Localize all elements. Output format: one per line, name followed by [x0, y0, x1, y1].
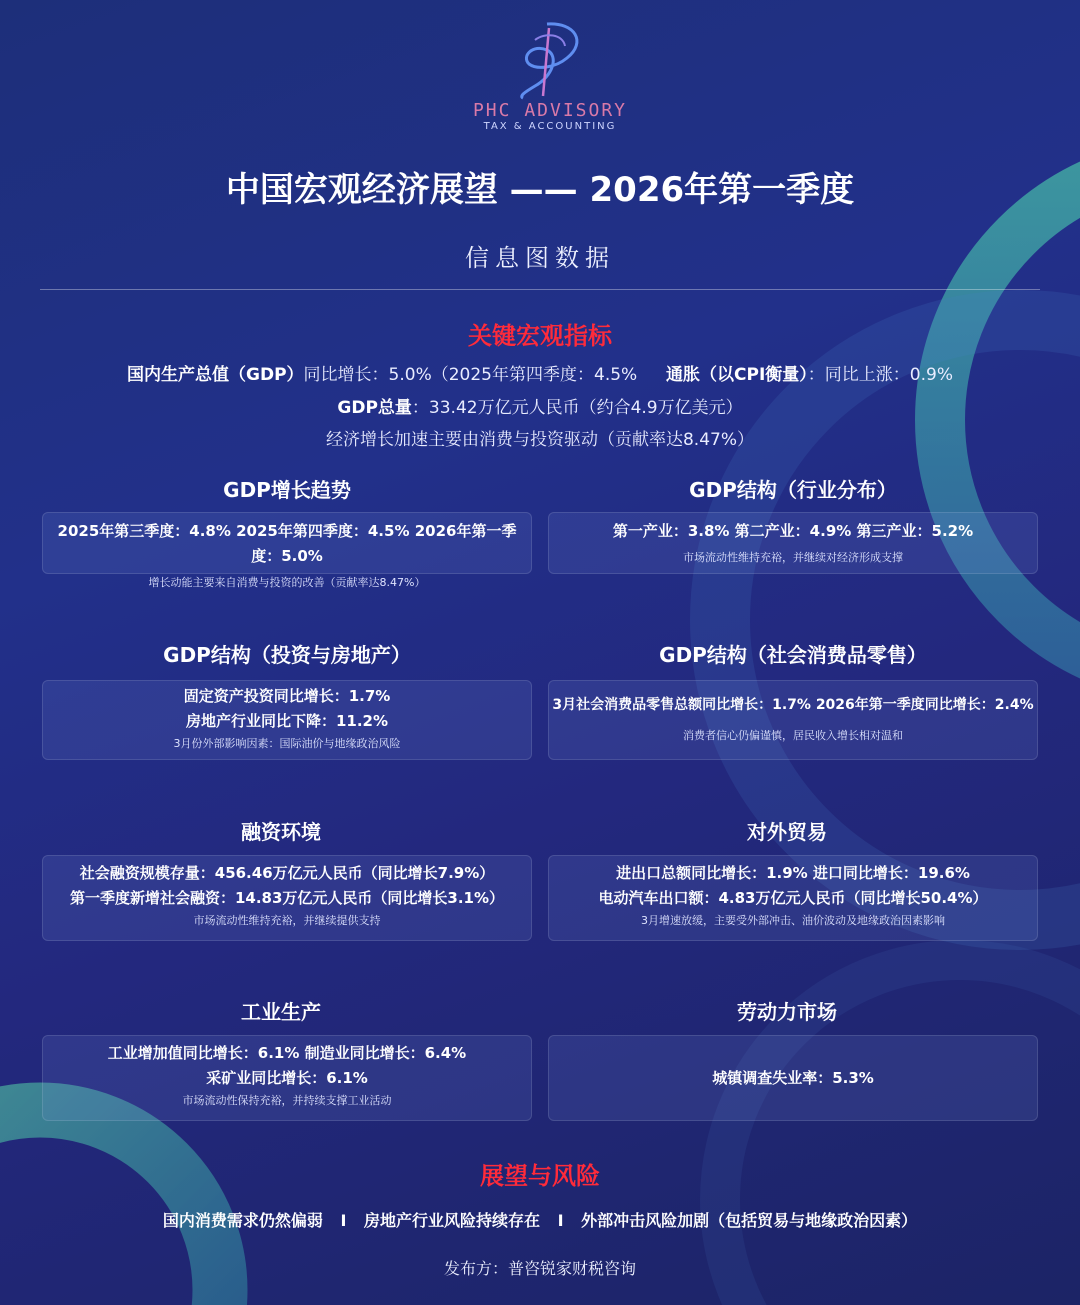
card-note: 市场流动性维持充裕，并继续对经济形成支撑	[683, 551, 903, 564]
risk-item: 外部冲击风险加剧（包括贸易与地缘政治因素）	[581, 1211, 918, 1230]
key-indicators-heading: 关键宏观指标	[468, 322, 612, 350]
card-note: 增长动能主要来自消费与投资的改善（贡献率达8.47%）	[148, 576, 426, 589]
outlook-heading: 展望与风险	[480, 1162, 600, 1190]
page-title: 中国宏观经济展望 —— 2026年第一季度	[225, 170, 855, 210]
card-gdp-investment	[42, 680, 532, 760]
brand-name: PHC ADVISORY	[472, 100, 628, 121]
card-title-gdp-investment: GDP结构（投资与房地产）	[163, 643, 411, 667]
card-note: 市场流动性保持充裕，并持续支撑工业活动	[182, 1094, 392, 1107]
card-industry	[42, 1035, 532, 1121]
card-note: 消费者信心仍偏谨慎，居民收入增长相对温和	[683, 729, 903, 742]
card-gdp-industry	[548, 512, 1038, 574]
risk-item: 国内消费需求仍然偏弱	[162, 1211, 323, 1230]
risk-item: 房地产行业风险持续存在	[363, 1211, 540, 1230]
gdp-total-value: ：33.42万亿元人民币（约合4.9万亿美元）	[411, 398, 743, 418]
card-trade	[548, 855, 1038, 941]
card-title-financing: 融资环境	[241, 820, 321, 844]
card-main: 2025年第三季度：4.8% 2025年第四季度：4.5% 2026年第一季度：5.0%	[57, 522, 517, 565]
card-note: 3月增速放缓，主要受外部冲击、油价波动及地缘政治因素影响	[641, 914, 945, 927]
card-main: 3月社会消费品零售总额同比增长：1.7% 2026年第一季度同比增长：2.4%	[552, 697, 1034, 713]
card-main: 第一产业：3.8% 第二产业：4.9% 第三产业：5.2%	[612, 522, 974, 540]
card-main-2: 房地产行业同比下降：11.2%	[185, 712, 389, 730]
card-main-1: 工业增加值同比增长：6.1% 制造业同比增长：6.4%	[107, 1044, 467, 1062]
cpi-value: ：同比上涨：0.9%	[807, 365, 953, 385]
risk-separator: I	[557, 1211, 564, 1230]
card-main-1: 进出口总额同比增长：1.9% 进口同比增长：19.6%	[616, 864, 970, 882]
card-main-1: 社会融资规模存量：456.46万亿元人民币（同比增长7.9%）	[79, 864, 495, 882]
publisher: 发布方：普咨锐家财税咨询	[443, 1259, 636, 1278]
card-main: 城镇调查失业率：5.3%	[712, 1069, 874, 1087]
brand-tagline: TAX & ACCOUNTING	[483, 121, 617, 132]
header-divider	[40, 289, 1040, 290]
card-labor	[548, 1035, 1038, 1121]
gdp-label: 国内生产总值（GDP）	[127, 365, 304, 385]
card-title-trade: 对外贸易	[747, 820, 827, 844]
card-financing	[42, 855, 532, 941]
p-monogram-icon	[505, 20, 595, 102]
card-title-gdp-retail: GDP结构（社会消费品零售）	[659, 643, 927, 667]
card-main-2: 电动汽车出口额：4.83万亿元人民币（同比增长50.4%）	[598, 889, 988, 907]
page-subtitle: 信息图数据	[465, 244, 615, 272]
risk-separator: I	[340, 1211, 347, 1230]
gdp-total-label: GDP总量	[337, 398, 412, 418]
card-gdp-retail	[548, 680, 1038, 760]
card-title-gdp-industry: GDP结构（行业分布）	[689, 478, 897, 502]
key-indicator-line-3: 经济增长加速主要由消费与投资驱动（贡献率达8.47%）	[325, 430, 754, 450]
card-note: 市场流动性维持充裕，并继续提供支持	[193, 914, 381, 927]
card-gdp-trend	[42, 512, 532, 589]
logo	[440, 20, 660, 140]
card-title-industry: 工业生产	[241, 1000, 321, 1024]
risk-list	[0, 1208, 1080, 1231]
card-title-gdp-trend: GDP增长趋势	[223, 478, 351, 502]
key-indicator-line-2	[0, 393, 1080, 418]
card-main-2: 第一季度新增社会融资：14.83万亿元人民币（同比增长3.1%）	[69, 889, 505, 907]
gdp-value: 同比增长：5.0%（2025年第四季度：4.5%	[303, 365, 638, 385]
card-title-labor: 劳动力市场	[737, 1000, 837, 1024]
card-main-2: 采矿业同比增长：6.1%	[206, 1069, 368, 1087]
cpi-label: 通胀（以CPI衡量）	[666, 365, 808, 385]
card-note: 3月份外部影响因素：国际油价与地缘政治风险	[173, 737, 401, 750]
card-main-1: 固定资产投资同比增长：1.7%	[183, 687, 391, 705]
key-indicator-line-1	[0, 360, 1080, 385]
